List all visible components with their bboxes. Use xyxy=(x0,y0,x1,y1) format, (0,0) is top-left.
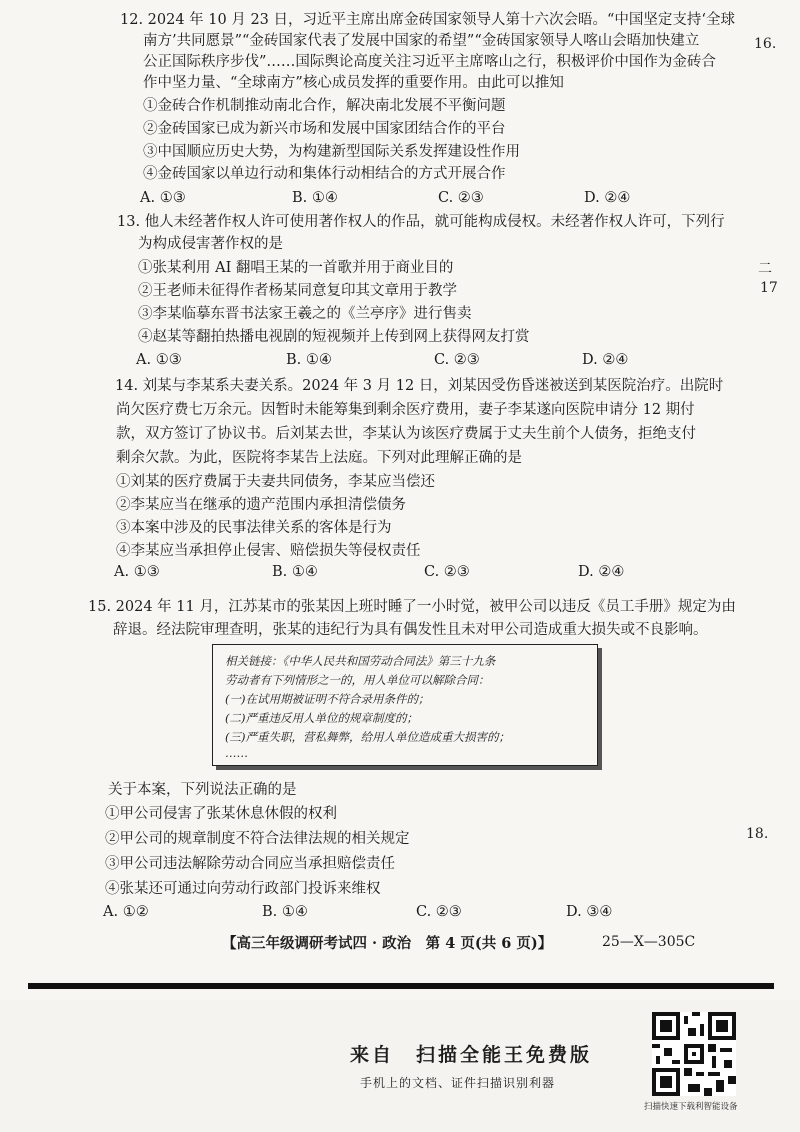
edge-text: 18. xyxy=(746,826,769,842)
q14-line: 14. 刘某与李某系夫妻关系。2024 年 3 月 12 日，刘某因受伤昏迷被送到某医院治疗。出院时 xyxy=(115,378,724,394)
q13-line: 为构成侵害著作权的是 xyxy=(138,236,283,252)
q14-option-a[interactable]: A. ①③ xyxy=(114,564,160,580)
q15-statement: ②甲公司的规章制度不符合法律法规的相关规定 xyxy=(105,831,410,847)
q12-statement: ③中国顺应历史大势，为构建新型国际关系发挥建设性作用 xyxy=(143,144,520,160)
q13-option-c[interactable]: C. ②③ xyxy=(434,352,480,368)
q12-statement: ①金砖合作机制推动南北合作，解决南北发展不平衡问题 xyxy=(143,98,506,114)
q14-statement: ②李某应当在继承的遗产范围内承担清偿债务 xyxy=(116,497,406,513)
q12-option-d[interactable]: D. ②④ xyxy=(584,190,631,206)
link-box-line: (三)严重失职，营私舞弊，给用人单位造成重大损害的； xyxy=(225,730,510,744)
q13-option-d[interactable]: D. ②④ xyxy=(582,352,629,368)
q13-statement: ①张某利用 AI 翻唱王某的一首歌并用于商业目的 xyxy=(138,260,454,276)
scanner-subtitle: 手机上的文档、证件扫描识别利器 xyxy=(360,1076,556,1090)
q14-statement: ①刘某的医疗费属于夫妻共同债务，李某应当偿还 xyxy=(116,474,435,490)
link-box-line: (一)在试用期被证明不符合录用条件的； xyxy=(225,692,430,706)
q15-option-c[interactable]: C. ②③ xyxy=(416,904,462,920)
q13-option-a[interactable]: A. ①③ xyxy=(136,352,182,368)
link-box-line: 劳动者有下列情形之一的，用人单位可以解除合同： xyxy=(225,673,490,687)
edge-text: 16. xyxy=(754,36,777,52)
q12-line: 南方’共同愿景”“金砖国家代表了发展中国家的希望”“金砖国家领导人喀山会晤加快建立 xyxy=(143,33,700,49)
q13-statement: ③李某临摹东晋书法家王羲之的《兰亭序》进行售卖 xyxy=(138,306,472,322)
q12-option-b[interactable]: B. ①④ xyxy=(292,190,338,206)
q13-statement: ②王老师未征得作者杨某同意复印其文章用于教学 xyxy=(138,283,457,299)
q14-line: 款，双方签订了协议书。后刘某去世，李某认为该医疗费属于丈夫生前个人债务，拒绝支付 xyxy=(116,426,696,442)
link-box-line: …… xyxy=(225,746,248,760)
q15-line: 辞退。经法院审理查明，张某的违纪行为具有偶发性且未对甲公司造成重大损失或不良影响。 xyxy=(113,622,708,638)
page-bottom-divider xyxy=(28,983,774,989)
qr-code-icon[interactable] xyxy=(652,1012,736,1096)
q13-option-b[interactable]: B. ①④ xyxy=(286,352,332,368)
q12-statement: ②金砖国家已成为新兴市场和发展中国家团结合作的平台 xyxy=(143,121,506,137)
q14-statement: ③本案中涉及的民事法律关系的客体是行为 xyxy=(116,520,392,536)
q15-statement: ④张某还可通过向劳动行政部门投诉来维权 xyxy=(105,881,381,897)
q14-line: 剩余欠款。为此，医院将李某告上法庭。下列对此理解正确的是 xyxy=(116,450,522,466)
q12-line: 作中坚力量、“全球南方”核心成员发挥的重要作用。由此可以推知 xyxy=(143,75,564,91)
q12-line: 公正国际秩序步伐”……国际舆论高度关注习近平主席喀山之行，积极评价中国作为金砖合 xyxy=(143,54,716,70)
q14-option-b[interactable]: B. ①④ xyxy=(272,564,318,580)
paper-code: 25—X—305C xyxy=(602,934,696,950)
q12-option-a[interactable]: A. ①③ xyxy=(140,190,186,206)
q14-option-d[interactable]: D. ②④ xyxy=(578,564,625,580)
q15-statement: ①甲公司侵害了张某休息休假的权利 xyxy=(105,806,337,822)
q15-line: 关于本案，下列说法正确的是 xyxy=(108,782,297,798)
q14-line: 尚欠医疗费七万余元。因暂时未能筹集到剩余医疗费用，妻子李某遂向医院申请分 12 期付 xyxy=(116,402,695,418)
related-link-box xyxy=(212,644,598,766)
edge-text: 二 xyxy=(758,261,772,277)
link-box-line: 相关链接：《中华人民共和国劳动合同法》第三十九条 xyxy=(225,654,496,668)
link-box-line: (二)严重违反用人单位的规章制度的； xyxy=(225,711,418,725)
q15-line: 15. 2024 年 11 月，江苏某市的张某因上班时睡了一小时觉，被甲公司以违反《员工手册》规定为由 xyxy=(88,599,736,615)
q15-option-b[interactable]: B. ①④ xyxy=(262,904,308,920)
q15-option-d[interactable]: D. ③④ xyxy=(566,904,613,920)
q14-option-c[interactable]: C. ②③ xyxy=(424,564,470,580)
qr-caption: 扫描快速下载利智能设备 xyxy=(644,1102,738,1112)
scanner-title: 来自 扫描全能王免费版 xyxy=(350,1044,593,1066)
page-footer: 【高三年级调研考试四 · 政治 第 4 页(共 6 页)】 xyxy=(222,935,553,952)
q13-statement: ④赵某等翻拍热播电视剧的短视频并上传到网上获得网友打赏 xyxy=(138,329,530,345)
edge-text: 17 xyxy=(760,280,778,296)
q14-statement: ④李某应当承担停止侵害、赔偿损失等侵权责任 xyxy=(116,543,421,559)
q13-line: 13. 他人未经著作权人许可使用著作权人的作品，就可能构成侵权。未经著作权人许可，下列行 xyxy=(117,214,725,230)
q12-statement: ④金砖国家以单边行动和集体行动相结合的方式开展合作 xyxy=(143,166,506,182)
q12-line: 12. 2024 年 10 月 23 日，习近平主席出席金砖国家领导人第十六次会晤。“中国坚定支持‘全球 xyxy=(120,12,736,28)
q15-option-a[interactable]: A. ①② xyxy=(103,904,149,920)
q15-statement: ③甲公司违法解除劳动合同应当承担赔偿责任 xyxy=(105,856,395,872)
q12-option-c[interactable]: C. ②③ xyxy=(438,190,484,206)
